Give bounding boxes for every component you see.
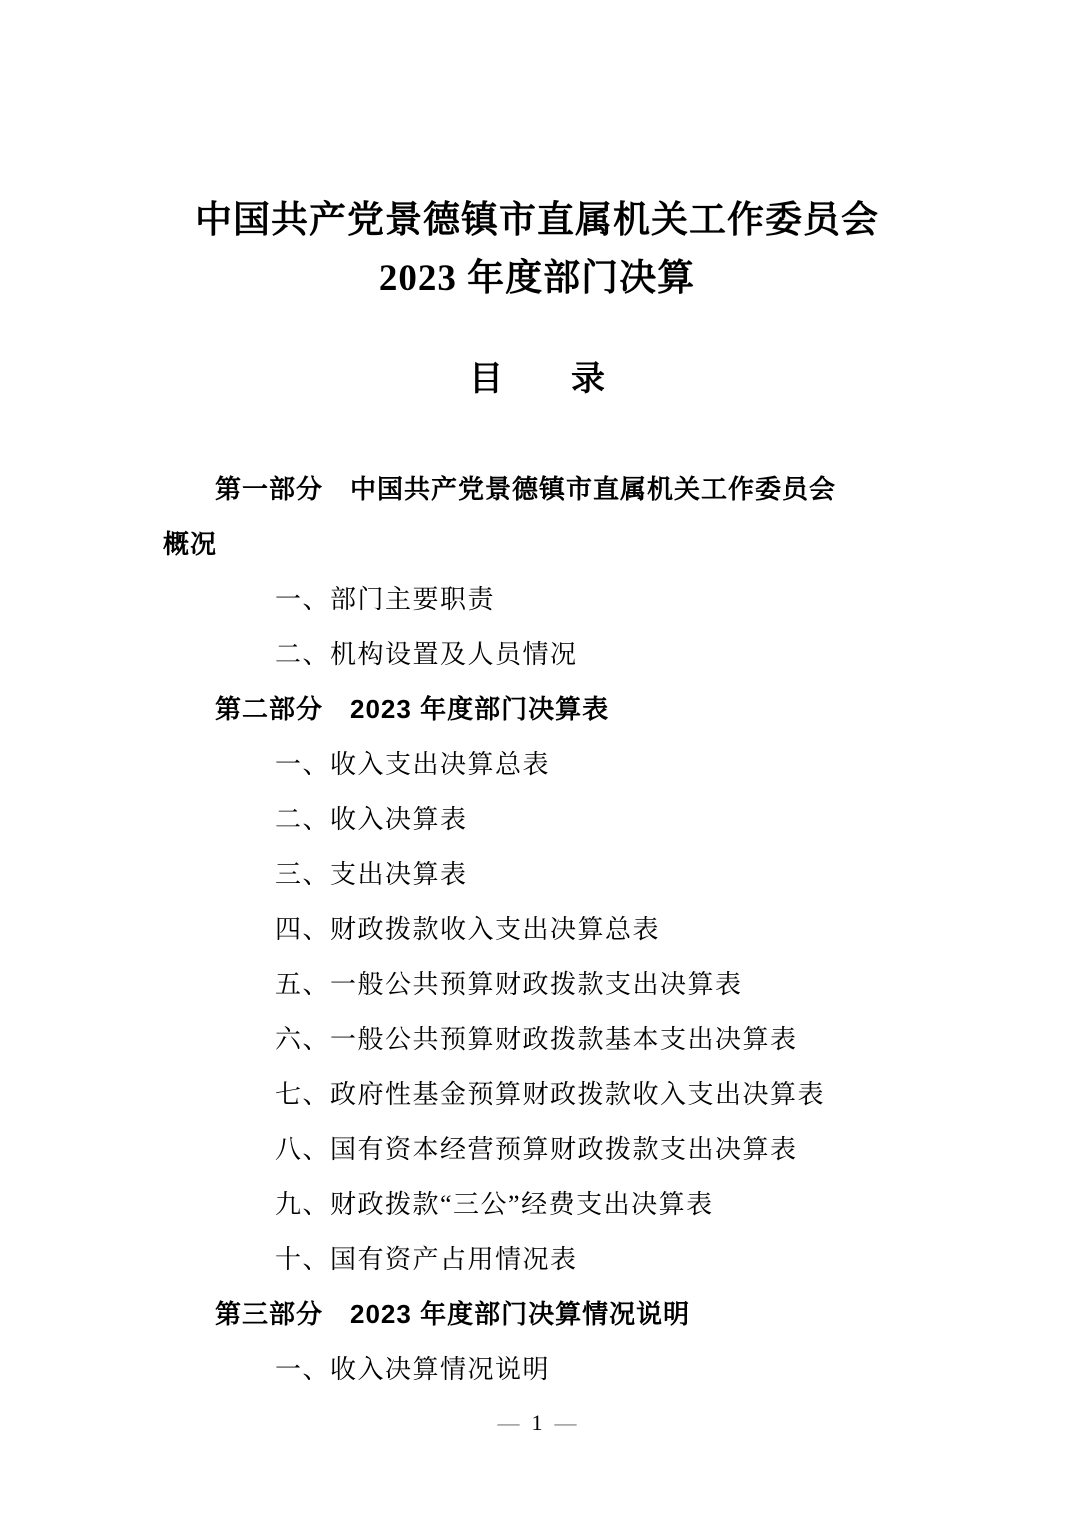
toc-list bbox=[163, 462, 964, 1397]
toc-entry: 四、财政拨款收入支出决算总表 bbox=[275, 915, 661, 944]
toc-heading: 目 录 bbox=[469, 361, 605, 398]
page-footer bbox=[0, 1406, 1074, 1440]
toc-entry: 九、财政拨款“三公”经费支出决算表 bbox=[275, 1190, 714, 1219]
toc-entry: 八、国有资本经营预算财政拨款支出决算表 bbox=[275, 1135, 798, 1164]
toc-entry: 第一部分 中国共产党景德镇市直属机关工作委员会 bbox=[215, 474, 837, 504]
footer-dash-right: — bbox=[554, 1410, 577, 1435]
toc-entry: 第二部分 2023 年度部门决算表 bbox=[215, 694, 610, 724]
toc-entry: 二、机构设置及人员情况 bbox=[275, 640, 578, 669]
toc-entry: 概况 bbox=[163, 529, 218, 559]
toc-entry: 一、收入决算情况说明 bbox=[275, 1355, 551, 1384]
document-title-line2: 2023 年度部门决算 bbox=[378, 258, 696, 299]
toc-entry: 一、部门主要职责 bbox=[275, 585, 496, 614]
toc-entry: 六、一般公共预算财政拨款基本支出决算表 bbox=[275, 1025, 798, 1054]
toc-entry: 三、支出决算表 bbox=[275, 860, 468, 889]
toc-entry: 五、一般公共预算财政拨款支出决算表 bbox=[275, 970, 743, 999]
document-title-line1: 中国共产党景德镇市直属机关工作委员会 bbox=[195, 200, 879, 241]
toc-entry: 第三部分 2023 年度部门决算情况说明 bbox=[215, 1299, 691, 1329]
toc-entry: 十、国有资产占用情况表 bbox=[275, 1245, 578, 1274]
page-number: 1 bbox=[531, 1410, 543, 1435]
toc-entry: 一、收入支出决算总表 bbox=[275, 750, 551, 779]
toc-entry: 二、收入决算表 bbox=[275, 805, 468, 834]
footer-dash-left: — bbox=[497, 1410, 520, 1435]
toc-entry: 七、政府性基金预算财政拨款收入支出决算表 bbox=[275, 1080, 826, 1109]
document-title bbox=[0, 192, 1074, 308]
